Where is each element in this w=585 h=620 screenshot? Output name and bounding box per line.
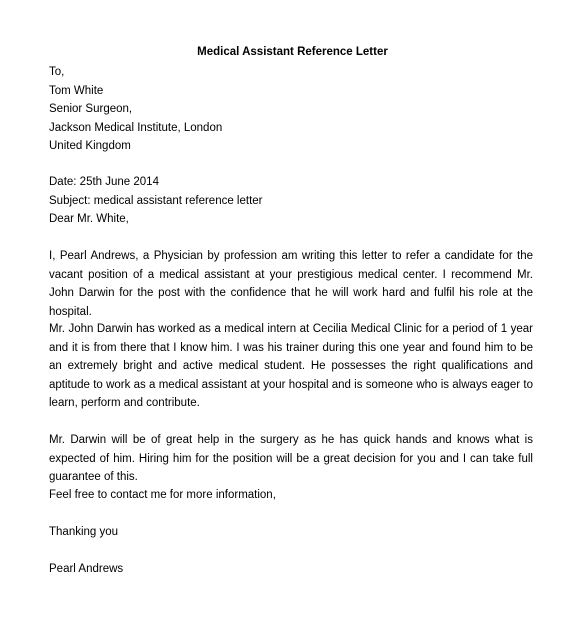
recipient-organization: Jackson Medical Institute, London — [49, 121, 223, 134]
recipient-to: To, — [49, 66, 65, 78]
body-paragraph-1: I, Pearl Andrews, a Physician by profession am writing this letter to refer a candidate for the vacant position of a medical assistant at your prestigious medical center. I recommend Mr. John Darwin for the post with the confidence that he will work hard and fulfil his role at the hospital. — [49, 250, 533, 318]
letter-subject: Subject: medical assistant reference letter — [49, 194, 263, 207]
letter-header-block — [49, 173, 533, 229]
body-paragraph-2: Mr. John Darwin has worked as a medical intern at Cecilia Medical Clinic for a period of 1 year and it is from there that I know him. I was his trainer during this one year and found him to be an extremely bright and active medical student. He possesses the right qualifications and aptitude to work as a medical assistant at your hospital and is someone who is always eager to learn, perform and contribute. — [49, 323, 533, 409]
letter-title: Medical Assistant Reference Letter — [197, 46, 388, 58]
letter-date: Date: 25th June 2014 — [49, 176, 159, 188]
recipient-name: Tom White — [49, 84, 104, 97]
contact-line: Feel free to contact me for more information, — [49, 489, 276, 501]
thanks-line: Thanking you — [49, 526, 119, 538]
recipient-block — [49, 63, 533, 156]
recipient-country: United Kingdom — [49, 140, 131, 152]
letter-greeting: Dear Mr. White, — [49, 213, 129, 225]
body-paragraph-3: Mr. Darwin will be of great help in the surgery as he has quick hands and knows what is expected of him. Hiring him for the position will be a great decision for you and I can take full guarantee of this. — [49, 434, 533, 483]
recipient-position: Senior Surgeon, — [49, 103, 133, 115]
signature-name: Pearl Andrews — [49, 563, 124, 575]
